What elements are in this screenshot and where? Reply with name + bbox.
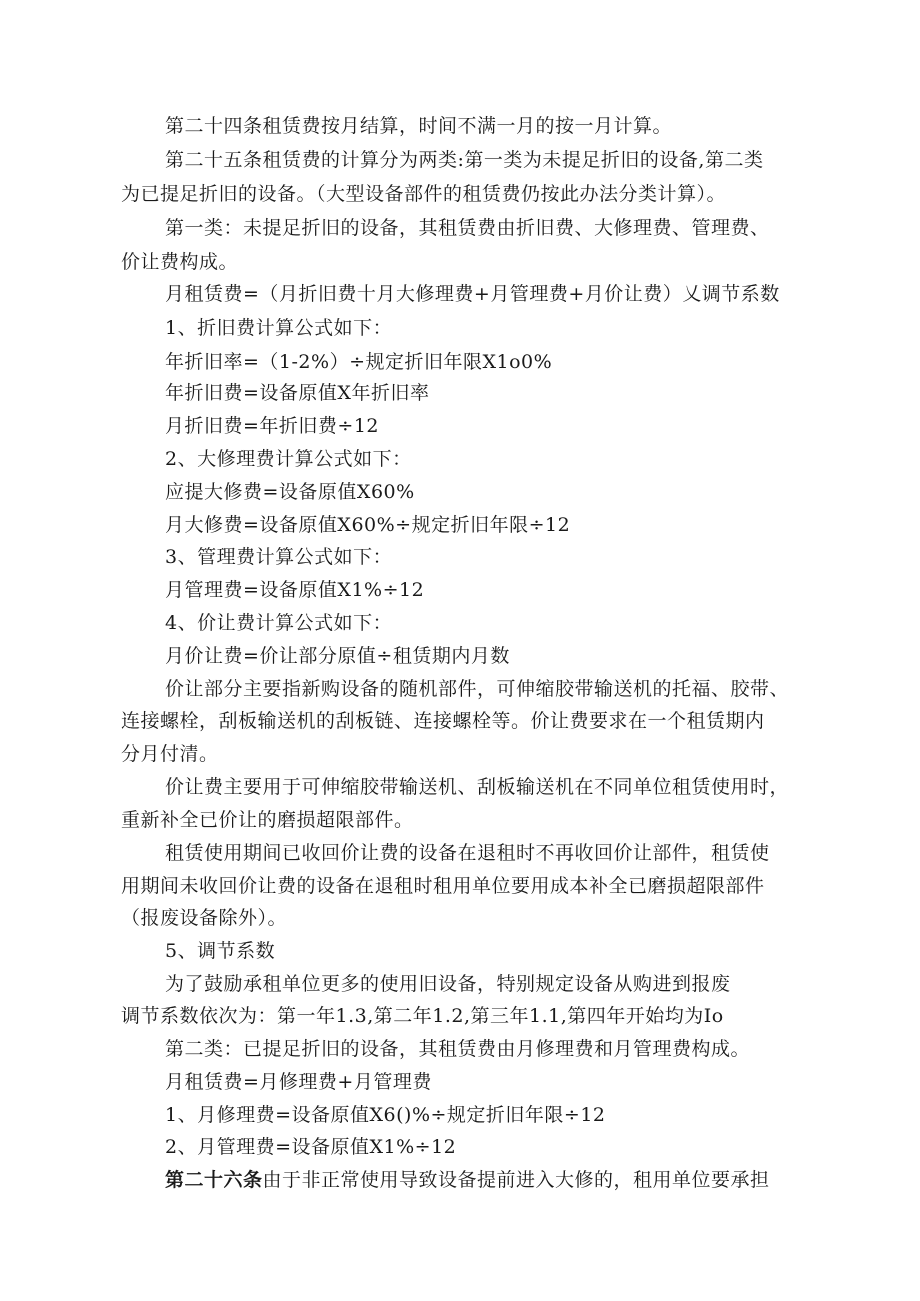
article-26-line: [165, 1168, 770, 1192]
text-line: 1、月修理费=设备原值X6()%÷规定折旧年限÷12: [165, 1104, 606, 1126]
text-line: 分月付清。: [121, 743, 219, 765]
text-line: 5、调节系数: [165, 940, 276, 962]
text-line: 2、月管理费=设备原值X1%÷12: [165, 1136, 457, 1158]
text-line: 重新补全已价让的磨损超限部件。: [121, 809, 414, 831]
text-line: 月大修费=设备原值X60%÷规定折旧年限÷12: [165, 514, 571, 536]
text-line: 第二十四条租赁费按月结算，时间不满一月的按一月计算。: [165, 115, 673, 137]
text-line: 价让费构成。: [121, 251, 239, 273]
text-line: 价让部分主要指新购设备的随机部件，可伸缩胶带输送机的托福、胶带、: [165, 678, 790, 700]
text-line: 租赁使用期间已收回价让费的设备在退租时不再收回价让部件，租赁使: [165, 842, 770, 864]
text-line: 2、大修理费计算公式如下：: [165, 448, 412, 470]
text-line: 第一类：未提足折旧的设备，其租赁费由折旧费、大修理费、管理费、: [165, 217, 770, 239]
text-line: 第二类：已提足折旧的设备，其租赁费由月修理费和月管理费构成。: [165, 1038, 751, 1060]
text-line: 月价让费=价让部分原值÷租赁期内月数: [165, 645, 510, 667]
text-line: 用期间未收回价让费的设备在退租时租用单位要用成本补全已磨损超限部件: [121, 875, 765, 897]
text-line: 4、价让费计算公式如下：: [165, 612, 393, 634]
text-line: 月管理费=设备原值X1%÷12: [165, 579, 425, 601]
text-line: 价让费主要用于可伸缩胶带输送机、刮板输送机在不同单位租赁使用时，: [165, 776, 790, 798]
text-line: 连接螺栓，刮板输送机的刮板链、连接螺栓等。价让费要求在一个租赁期内: [121, 710, 765, 732]
text-line: 3、管理费计算公式如下：: [165, 546, 393, 568]
text-line: 月租赁费=（月折旧费十月大修理费+月管理费+月价让费）乂调节系数: [165, 283, 780, 305]
text-line: 月租赁费=月修理费+月管理费: [165, 1071, 432, 1093]
text-line: 为已提足折旧的设备。（大型设备部件的租赁费仍按此办法分类计算）。: [121, 183, 727, 205]
text-line: 第二十五条租赁费的计算分为两类:第一类为未提足折旧的设备,第二类: [165, 149, 764, 171]
text-line: 1、折旧费计算公式如下：: [165, 317, 393, 339]
article-heading: 第二十六条: [165, 1169, 263, 1191]
text-line: 年折旧率=（1-2%）÷规定折旧年限X1o0%: [165, 351, 553, 373]
text-line: 应提大修费=设备原值X60%: [165, 481, 415, 503]
text-line: 调节系数依次为：第一年1.3,第二年1.2,第三年1.1,第四年开始均为Io: [121, 1005, 724, 1027]
text-line: （报废设备除外）。: [121, 907, 288, 929]
text-line: 年折旧费=设备原值X年折旧率: [165, 382, 430, 404]
article-text: 由于非正常使用导致设备提前进入大修的，租用单位要承担: [262, 1169, 770, 1191]
text-line: 为了鼓励承租单位更多的使用旧设备，特别规定设备从购进到报废: [165, 973, 731, 995]
text-line: 月折旧费=年折旧费÷12: [165, 415, 380, 437]
